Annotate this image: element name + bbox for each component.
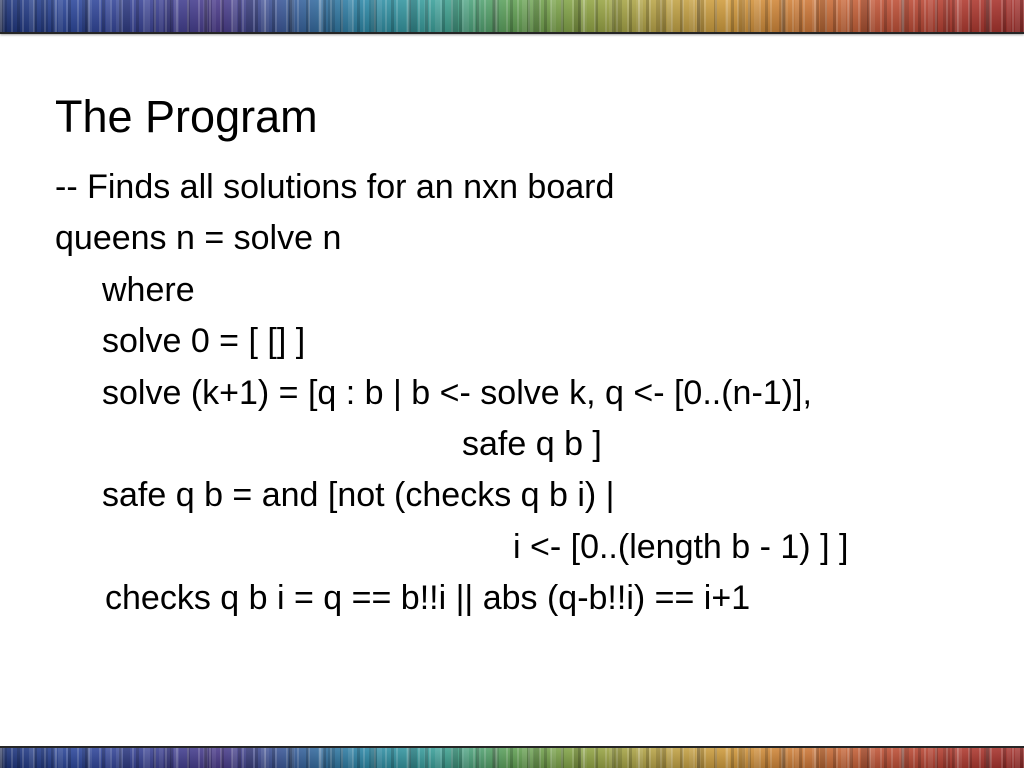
bottom-decorative-band: [0, 746, 1024, 768]
code-continuation-line: i <- [0..(length b - 1) ] ]: [513, 527, 849, 566]
code-line: queens n = solve n: [55, 219, 342, 258]
code-line: solve 0 = [ [] ]: [102, 322, 306, 361]
code-line: checks q b i = q == b!!i || abs (q-b!!i) == i+1: [105, 579, 751, 617]
slide-title: The Program: [55, 91, 318, 142]
top-decorative-band: [0, 0, 1024, 34]
code-line: solve (k+1) = [q : b | b <- solve k, q <- [0..(n-1)],: [102, 373, 812, 412]
code-line: safe q b = and [not (checks q b i) |: [102, 476, 615, 515]
code-continuation-line: safe q b ]: [462, 424, 602, 463]
code-block: [0, 162, 1024, 624]
code-comment-line: -- Finds all solutions for an nxn board: [55, 168, 615, 206]
code-line: where: [102, 270, 195, 309]
